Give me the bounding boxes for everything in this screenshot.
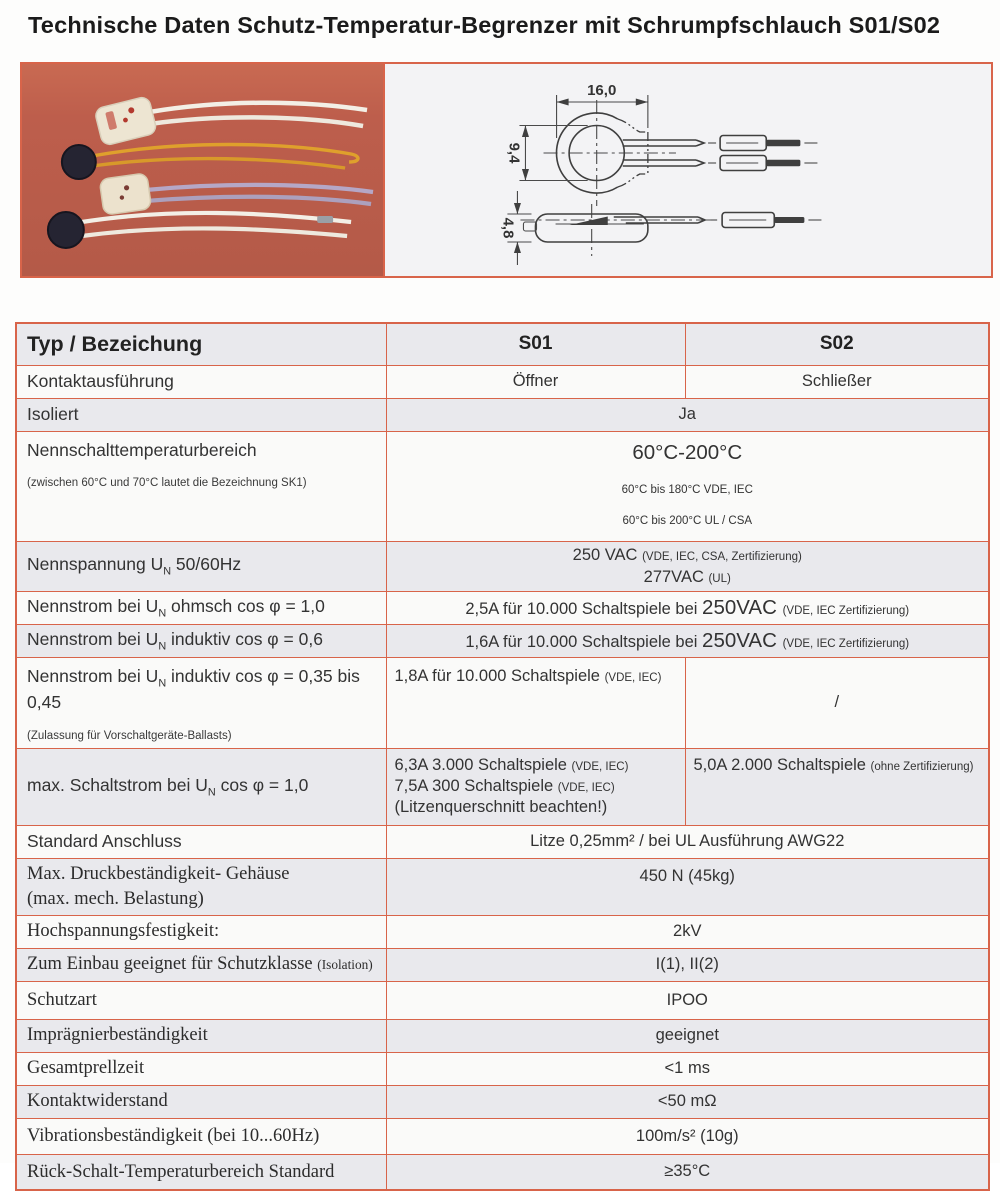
label-text: Kontaktwiderstand — [27, 1091, 168, 1112]
label-text: (max. mech. Belastung) — [27, 888, 204, 909]
row-value-s02 — [685, 365, 989, 398]
row-label — [16, 915, 386, 948]
dim-thickness-label: 4,8 — [499, 217, 517, 239]
row-note: (Zulassung für Vorschaltgeräte-Ballasts) — [27, 730, 232, 743]
row-value-span — [386, 825, 989, 858]
value-text: Schließer — [801, 371, 872, 390]
row-label — [16, 431, 386, 542]
row-value-s02 — [685, 748, 989, 825]
label-text: Max. Druckbeständigkeit- Gehäuse — [27, 863, 290, 884]
technical-drawing — [385, 62, 993, 278]
value-text: (Litzenquerschnitt beachten!) — [394, 798, 608, 817]
row-schutzklasse — [16, 948, 989, 981]
label-text: max. Schaltstrom bei U — [27, 774, 208, 795]
row-label — [16, 858, 386, 915]
label-text: induktiv cos φ = 0,35 bis 0,45 — [27, 666, 360, 713]
row-value-span — [386, 1085, 989, 1118]
label-text: cos φ = 1,0 — [215, 774, 309, 795]
row-label — [16, 365, 386, 398]
row-note: (zwischen 60°C und 70°C lautet die Bezeichnung SK1) — [27, 477, 307, 490]
value-text: (UL) — [708, 572, 731, 585]
value-text: 277VAC — [643, 567, 709, 586]
value-text: (VDE, IEC) — [604, 672, 662, 685]
row-value-span — [386, 542, 989, 592]
label-text: Nennstrom bei U — [27, 666, 159, 687]
device-body — [62, 145, 96, 179]
label-text: Vibrationsbeständigkeit (bei 10...60Hz) — [27, 1125, 320, 1146]
value-text: Litze 0,25mm² / bei UL Ausführung AWG22 — [530, 832, 845, 851]
row-value-span — [386, 1154, 989, 1190]
row-value-span — [386, 948, 989, 981]
row-hochspannungsfestigkeit — [16, 915, 989, 948]
label-text: N — [158, 640, 167, 653]
row-nennstrom-ohmsch — [16, 592, 989, 625]
label-text: N — [158, 607, 167, 620]
row-label — [16, 625, 386, 658]
value-text: 2,5A für 10.000 Schaltspiele bei — [465, 599, 703, 618]
row-impraegnierbestaendigkeit — [16, 1019, 989, 1052]
row-nennstrom-induktiv-06 — [16, 625, 989, 658]
label-text: N — [207, 786, 216, 799]
value-text: 5,0A 2.000 Schaltspiele — [693, 755, 871, 774]
value-text: 60°C bis 180°C VDE, IEC — [621, 484, 753, 497]
value-text: (VDE, IEC Zertifizierung) — [782, 637, 910, 650]
row-label — [16, 1154, 386, 1190]
header-s01: S01 — [386, 323, 685, 365]
row-label — [16, 1052, 386, 1085]
value-text: Öffner — [512, 371, 559, 390]
row-label — [16, 825, 386, 858]
product-photo — [20, 62, 385, 278]
label-text: N — [163, 565, 172, 578]
row-value-span — [386, 592, 989, 625]
spec-table — [15, 322, 990, 1191]
row-label — [16, 948, 386, 981]
row-schutzart — [16, 981, 989, 1019]
row-value-s01 — [386, 748, 685, 825]
row-vibrationsbestaendigkeit — [16, 1118, 989, 1154]
row-label — [16, 1085, 386, 1118]
value-text: 1,6A für 10.000 Schaltspiele bei — [465, 632, 703, 651]
row-value-span — [386, 1052, 989, 1085]
value-text: 250VAC — [702, 595, 783, 619]
label-text: Rück-Schalt-Temperaturbereich Standard — [27, 1161, 335, 1182]
row-value-s02 — [685, 658, 989, 748]
value-text: 100m/s² (10g) — [635, 1126, 739, 1145]
label-text: induktiv cos φ = 0,6 — [166, 629, 323, 650]
value-text: 7,5A 300 Schaltspiele — [394, 776, 558, 795]
label-text: Isoliert — [27, 403, 79, 424]
value-text: IPOO — [666, 990, 708, 1009]
header-s02: S02 — [685, 323, 989, 365]
device-body — [99, 173, 151, 215]
value-text: (VDE, IEC, CSA, Zertifizierung) — [642, 551, 802, 564]
label-text: N — [158, 677, 167, 690]
row-label — [16, 542, 386, 592]
row-nennschalttemperaturbereich — [16, 431, 989, 542]
row-value-span — [386, 625, 989, 658]
label-text: Nennstrom bei U — [27, 629, 159, 650]
label-text: Nennschalttemperaturbereich — [27, 439, 257, 460]
row-isoliert — [16, 398, 989, 431]
dim-width-label: 16,0 — [587, 82, 617, 99]
row-max-schaltstrom — [16, 748, 989, 825]
row-value-s01 — [386, 658, 685, 748]
label-text: Kontaktausführung — [27, 370, 174, 391]
page-title: Technische Daten Schutz-Temperatur-Begrenzer mit Schrumpfschlauch S01/S02 — [28, 12, 941, 38]
row-kontaktwiderstand — [16, 1085, 989, 1118]
label-text: ohmsch cos φ = 1,0 — [166, 596, 325, 617]
row-label — [16, 592, 386, 625]
row-rueck-schalt — [16, 1154, 989, 1190]
product-photo-svg — [22, 64, 383, 276]
row-nennstrom-induktiv-035 — [16, 658, 989, 748]
label-text: Imprägnierbeständigkeit — [27, 1025, 208, 1046]
figure-row — [20, 62, 993, 278]
row-value-s01 — [386, 365, 685, 398]
value-text: 6,3A 3.000 Schaltspiele — [394, 755, 572, 774]
label-text: 50/60Hz — [171, 554, 242, 575]
value-text: / — [834, 693, 840, 712]
value-text: <50 mΩ — [657, 1092, 717, 1111]
value-text: (VDE, IEC) — [557, 781, 615, 794]
value-text: (VDE, IEC) — [571, 760, 629, 773]
table-header-row — [16, 323, 989, 365]
value-text: 1,8A für 10.000 Schaltspiele — [394, 667, 605, 686]
row-value-span — [386, 981, 989, 1019]
label-text: Gesamtprellzeit — [27, 1058, 145, 1079]
value-text: Ja — [678, 404, 696, 423]
value-text: 250VAC — [702, 628, 783, 652]
value-text: 450 N (45kg) — [639, 866, 735, 885]
value-text: 60°C bis 200°C UL / CSA — [622, 514, 753, 527]
row-label — [16, 1118, 386, 1154]
row-value-span — [386, 1118, 989, 1154]
label-text: (Isolation) — [317, 957, 373, 973]
technical-drawing-svg — [385, 64, 991, 276]
value-text: I(1), II(2) — [655, 955, 719, 974]
value-text: (VDE, IEC Zertifizierung) — [782, 604, 910, 617]
value-text: geeignet — [655, 1026, 719, 1045]
row-gesamtprellzeit — [16, 1052, 989, 1085]
label-text: Nennstrom bei U — [27, 596, 159, 617]
row-value-span — [386, 398, 989, 431]
label-text: Standard Anschluss — [27, 831, 182, 852]
label-text: Nennspannung U — [27, 554, 164, 575]
row-value-span — [386, 431, 989, 542]
device-body — [48, 212, 84, 248]
row-label — [16, 1019, 386, 1052]
value-text: <1 ms — [664, 1059, 710, 1078]
row-label — [16, 748, 386, 825]
row-nennspannung — [16, 542, 989, 592]
label-text: Hochspannungsfestigkeit: — [27, 921, 220, 942]
value-text: ≥35°C — [664, 1162, 711, 1181]
row-value-span — [386, 858, 989, 915]
row-value-span — [386, 915, 989, 948]
row-kontaktausfuehrung — [16, 365, 989, 398]
row-value-span — [386, 1019, 989, 1052]
row-druckbestaendigkeit — [16, 858, 989, 915]
row-label — [16, 398, 386, 431]
row-label — [16, 658, 386, 748]
row-standard-anschluss — [16, 825, 989, 858]
value-text: 60°C-200°C — [632, 440, 743, 464]
label-text: Zum Einbau geeignet für Schutzklasse — [27, 954, 318, 975]
value-text: 2kV — [673, 922, 702, 941]
row-label — [16, 981, 386, 1019]
label-text: Schutzart — [27, 989, 97, 1010]
dim-height-label: 9,4 — [505, 142, 523, 164]
value-text: (ohne Zertifizierung) — [870, 760, 974, 773]
value-text: 250 VAC — [572, 546, 643, 565]
header-typ-bezeichung: Typ / Bezeichung — [16, 323, 386, 365]
